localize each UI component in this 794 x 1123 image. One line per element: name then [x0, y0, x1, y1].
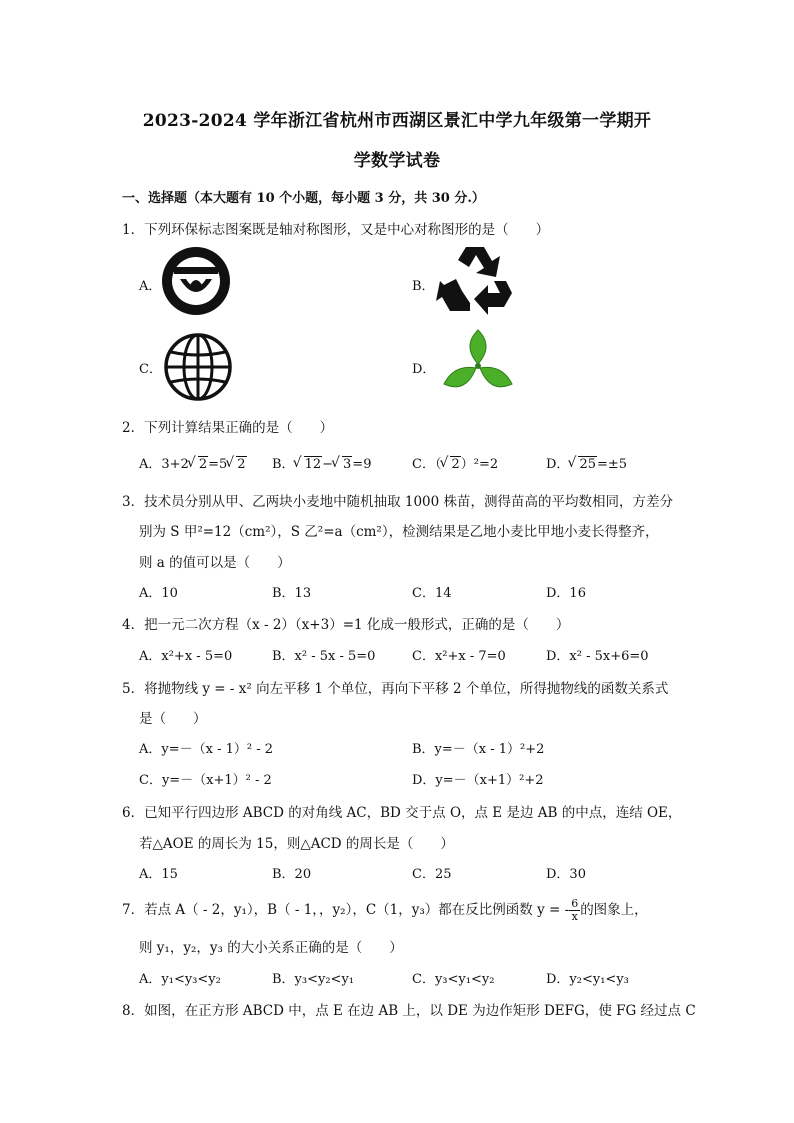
sqrt-symbol: √ 12 — [295, 457, 323, 472]
q1-option-c-label: C． — [139, 362, 162, 377]
q6-option-b: B．20 — [272, 867, 312, 882]
exam-title-line1: 2023-2024 学年浙江省杭州市西湖区景汇中学九年级第一学期开 — [142, 111, 652, 131]
q3-option-b: B．13 — [272, 586, 312, 601]
q1-option-d-label: D． — [412, 362, 436, 377]
q1-option-a-label: A． — [139, 279, 162, 294]
question-3-line3: 则 a 的值可以是（ ） — [139, 555, 291, 571]
q3-option-d: D．16 — [546, 586, 586, 601]
question-8-line1: 8．如图，在正方形 ABCD 中，点 E 在边 AB 上，以 DE 为边作矩形 DEFG，使 FG 经过点 C — [122, 1003, 696, 1019]
q7-option-c: C．y₃<y₁<y₂ — [412, 972, 495, 987]
recycle-arrows-icon — [436, 243, 514, 319]
q2-option-d: D．√ 25=±5 — [546, 453, 627, 472]
question-7-line1: 7．若点 A（ - 2，y₁），B（ - 1，，y₂），C（1，y₃）都在反比例函数 y = - $\frac{6}{x}$ 的图象上， — [122, 897, 648, 923]
question-5-line2: 是（ ） — [139, 711, 207, 727]
sqrt-symbol: √ 3 — [333, 457, 352, 472]
q5-option-c: C．y=－（x+1）² - 2 — [139, 773, 272, 788]
section-heading: 一、选择题（本大题有 10 个小题，每小题 3 分，共 30 分.） — [122, 191, 485, 206]
question-7-line2: 则 y₁，y₂，y₃ 的大小关系正确的是（ ） — [139, 940, 403, 956]
exam-title-line2: 学数学试卷 — [353, 151, 441, 171]
q4-option-b: B．x² - 5x - 5=0 — [272, 649, 376, 664]
q7-option-d: D．y₂<y₁<y₃ — [546, 972, 629, 987]
q5-option-a: A．y=－（x - 1）² - 2 — [139, 742, 274, 757]
question-5-line1: 5．将抛物线 y = - x² 向左平移 1 个单位，再向下平移 2 个单位，所得抛物线的函数关系式 — [122, 681, 669, 697]
q5-option-b: B．y=－（x - 1）²+2 — [412, 742, 545, 757]
q2-option-a: A．3+2√ 2=5√ 2 — [139, 453, 247, 472]
question-3-line2: 别为 S 甲²=12（cm²），S 乙²=a（cm²），检测结果是乙地小麦比甲地小麦长得整齐， — [139, 524, 659, 540]
q3-option-a: A．10 — [139, 586, 178, 601]
globe-grid-icon — [163, 332, 233, 402]
q1-option-b-label: B． — [412, 279, 435, 294]
question-4-stem: 4．把一元二次方程（x - 2）（x+3）=1 化成一般形式，正确的是（ ） — [122, 617, 570, 633]
q7-option-a: A．y₁<y₃<y₂ — [139, 972, 221, 987]
question-1-stem: 1．下列环保标志图案既是轴对称图形，又是中心对称图形的是（ ） — [122, 222, 550, 238]
q7-option-b: B．y₃<y₂<y₁ — [272, 972, 355, 987]
question-6-line1: 6．已知平行四边形 ABCD 的对角线 AC，BD 交于点 O，点 E 是边 AB 的中点，连结 OE， — [122, 805, 682, 821]
question-3-line1: 3．技术员分别从甲、乙两块小麦地中随机抽取 1000 株苗，测得苗高的平均数相同，方差分 — [122, 494, 674, 510]
q4-option-c: C．x²+x - 7=0 — [412, 649, 506, 664]
q5-option-d: D．y=－（x+1）²+2 — [412, 773, 544, 788]
q2-option-b: B．√ 12−√ 3=9 — [272, 453, 371, 472]
question-2-stem: 2．下列计算结果正确的是（ ） — [122, 420, 334, 436]
q6-option-a: A．15 — [139, 867, 178, 882]
sqrt-symbol: √ 2 — [441, 457, 460, 472]
question-6-line2: 若△AOE 的周长为 15，则△ACD 的周长是（ ） — [139, 836, 454, 852]
green-leaves-icon — [440, 328, 516, 400]
q2-option-c: C．（√ 2）²=2 — [412, 453, 498, 472]
sqrt-symbol: √ 2 — [227, 457, 246, 472]
q3-option-c: C．14 — [412, 586, 452, 601]
quality-ring-logo-icon — [160, 245, 232, 317]
q4-option-a: A．x²+x - 5=0 — [139, 649, 233, 664]
sqrt-symbol: √ 25 — [569, 457, 597, 472]
q6-option-d: D．30 — [546, 867, 586, 882]
fraction-6-over-x: $\frac{6}{x}$ — [571, 897, 579, 923]
sqrt-symbol: √ 2 — [189, 457, 208, 472]
q4-option-d: D．x² - 5x+6=0 — [546, 649, 649, 664]
q6-option-c: C．25 — [412, 867, 452, 882]
